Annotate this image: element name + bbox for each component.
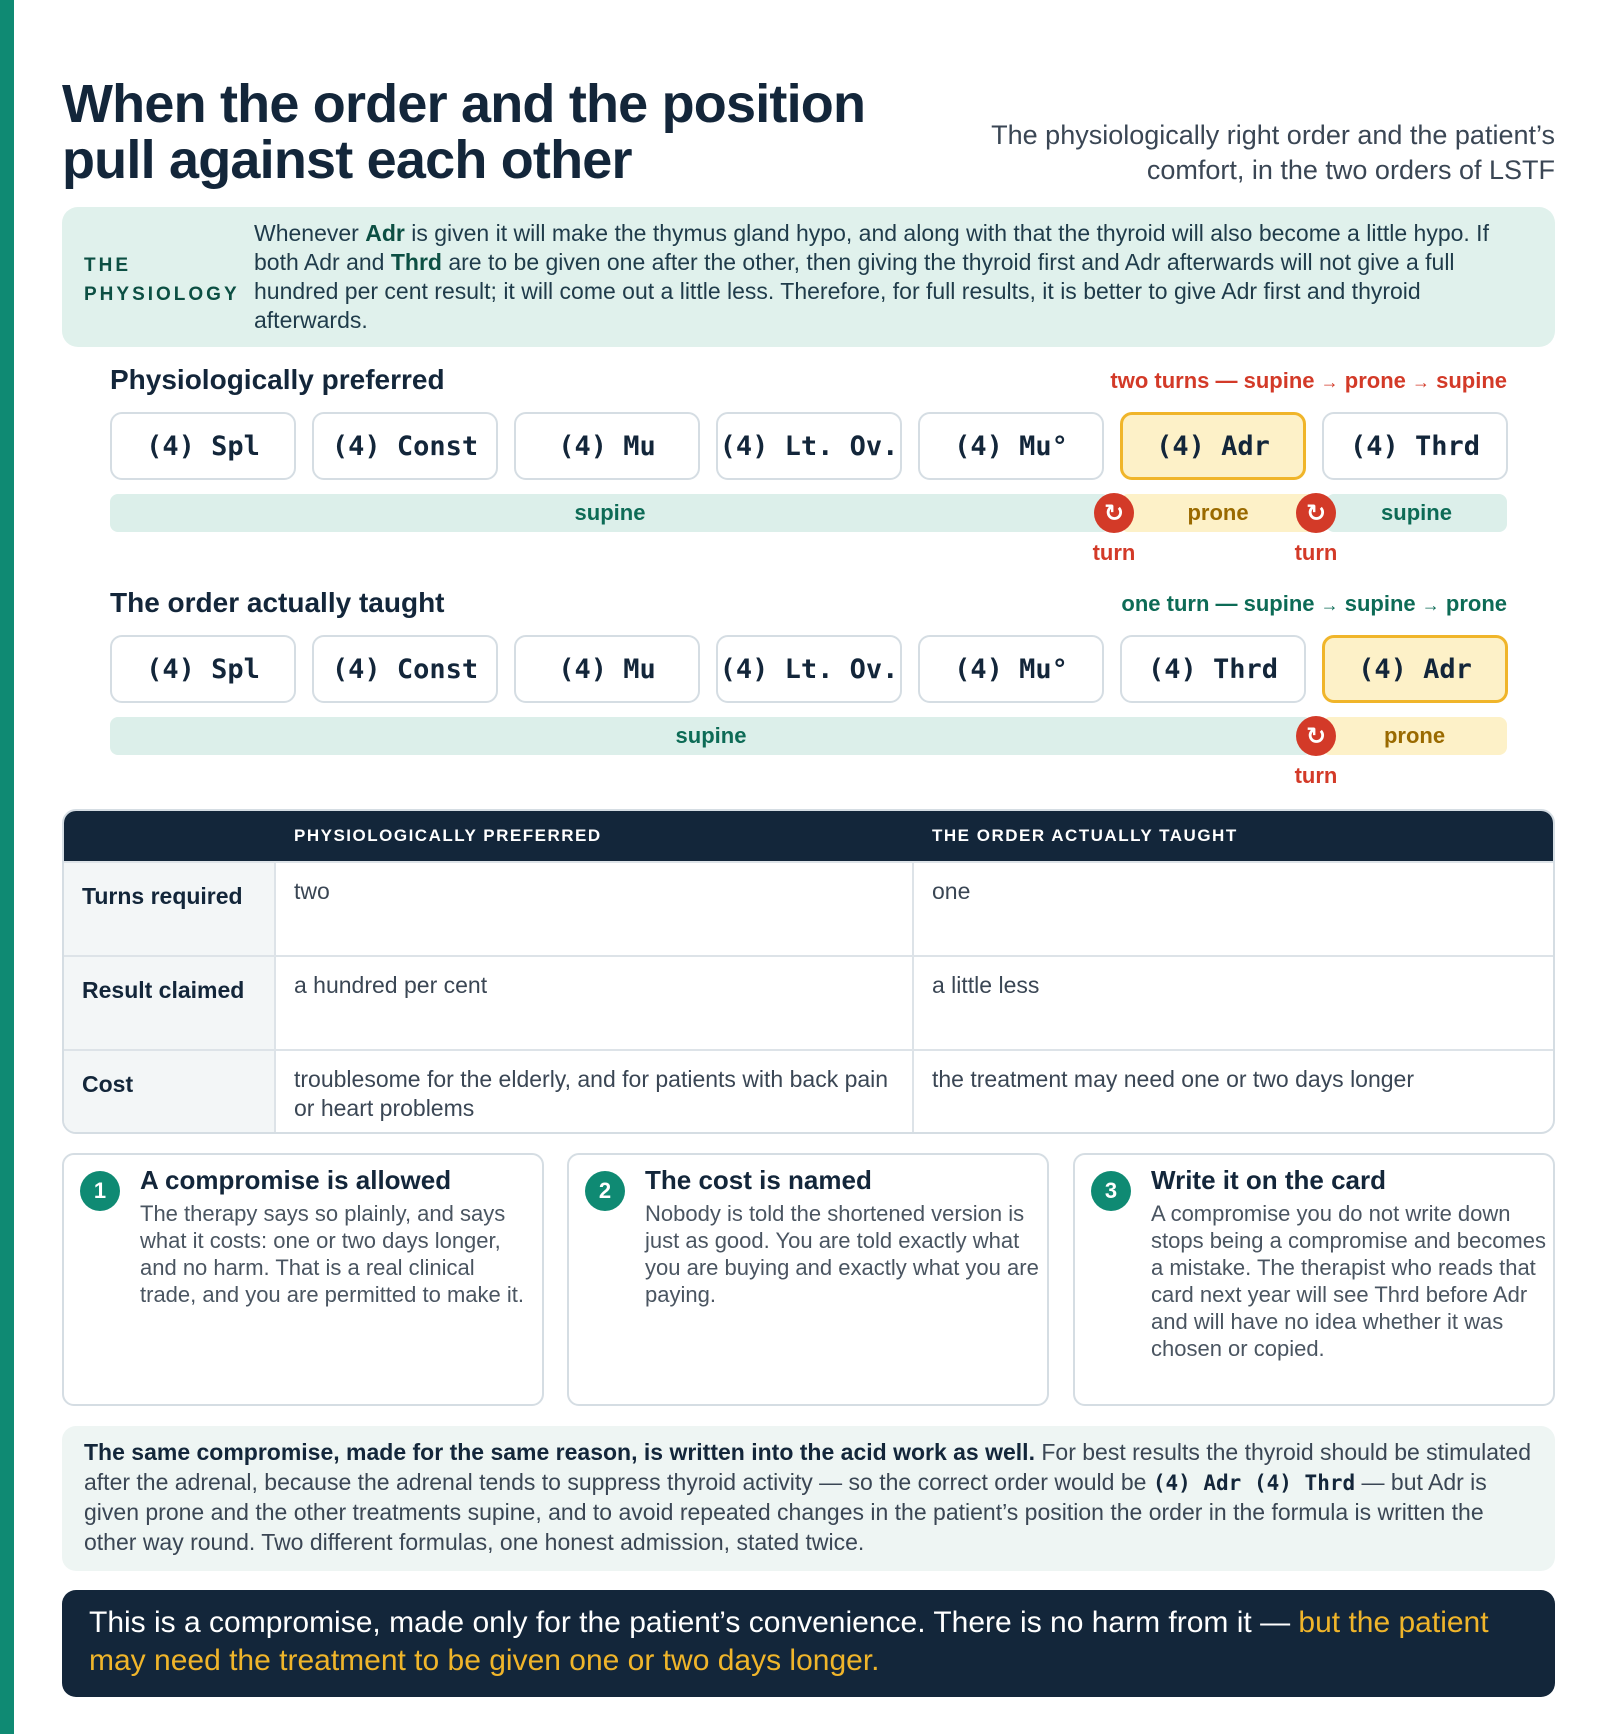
preferred-route: [1110, 368, 1507, 394]
route-part: supine: [1429, 368, 1507, 393]
cell-preferred: two: [276, 863, 914, 955]
banner-text: This is a compromise, made only for the patient’s convenience. There is no harm from it —: [89, 1606, 1299, 1639]
arrow-icon: →: [1421, 595, 1440, 615]
table-header: [64, 811, 1553, 861]
physiology-text-part: is given it will make the thymus gland hypo, and along with that the thyroid will also become a little hypo. If both Adr and: [254, 220, 1489, 275]
note-text: — but Adr is given prone and the other treatments supine, and to avoid repeated changes in the patient’s position the order in the formula is written the other way round. Two different formulas, one honest admission, stated twice.: [84, 1468, 1487, 1555]
cell-preferred: a hundred per cent: [276, 957, 914, 1049]
card-body: Nobody is told the shortened version is just as good. You are told exactly what you are buying and exactly what you are paying.: [645, 1201, 1039, 1307]
arrow-icon: →: [1411, 372, 1430, 392]
card-title: Write it on the card: [1151, 1165, 1386, 1195]
route-part: supine: [1338, 591, 1422, 616]
turn-label: turn: [1294, 540, 1338, 565]
taught-sequence: [110, 635, 1507, 703]
page-title: When the order and the position pull against each other: [62, 74, 866, 190]
sequence-pill: (4) Mu°: [918, 635, 1104, 703]
position-band-supine: supine: [1326, 494, 1507, 532]
preferred-sequence: [110, 412, 1507, 480]
accent-bar: [0, 0, 14, 1734]
card-title: A compromise is allowed: [140, 1165, 452, 1195]
position-band-supine: supine: [110, 717, 1312, 755]
banner-highlight: but the patient may need the treatment to be given one or two days longer.: [89, 1606, 1489, 1677]
conclusion-banner: [62, 1590, 1555, 1697]
sequence-pill: (4) Mu°: [918, 412, 1104, 480]
route-part: two turns — supine: [1110, 368, 1321, 393]
physiology-box: [62, 207, 1555, 347]
sequence-pill: (4) Lt. Ov.: [716, 412, 902, 480]
sequence-pill: (4) Const: [312, 412, 498, 480]
note-formula: (4) Adr (4) Thrd: [1152, 1470, 1356, 1495]
physiology-tag-line1: THE: [84, 255, 131, 276]
turn-icon: ↻: [1094, 493, 1134, 533]
physiology-text: [254, 219, 1534, 335]
cell-taught: the treatment may need one or two days longer: [932, 1066, 1415, 1092]
card-number-badge: 3: [1091, 1171, 1131, 1211]
arrow-icon: →: [1320, 372, 1339, 392]
arrow-icon: →: [1320, 595, 1339, 615]
card-number-badge: 1: [80, 1171, 120, 1211]
route-part: prone: [1439, 591, 1507, 616]
row-label: Result claimed: [64, 957, 276, 1049]
card-write-it: [1073, 1153, 1555, 1406]
cell-taught: one: [932, 878, 971, 904]
physiology-adr: Adr: [365, 220, 405, 246]
comparison-table: [62, 809, 1555, 1134]
row-label: Turns required: [64, 863, 276, 955]
turn-label: turn: [1294, 763, 1338, 788]
card-number-badge: 2: [585, 1171, 625, 1211]
sequence-pill: (4) Lt. Ov.: [716, 635, 902, 703]
sequence-pill: (4) Thrd: [1120, 635, 1306, 703]
position-band-prone: prone: [1120, 494, 1316, 532]
sequence-pill: (4) Const: [312, 635, 498, 703]
route-part: one turn — supine: [1121, 591, 1321, 616]
turn-icon: ↻: [1296, 493, 1336, 533]
physiology-text-part: Whenever: [254, 220, 366, 246]
note-text: For best results the thyroid should be stimulated after the adrenal, because the adrenal tends to suppress thyroid activity — so the correct order would be: [84, 1439, 1531, 1495]
route-part: prone: [1338, 368, 1412, 393]
table-row: [64, 955, 1553, 1049]
card-body: A compromise you do not write down stops being a compromise and becomes a mistake. The therapist who reads that card next year will see Thrd before Adr and will have no idea whether it was chosen or copied.: [1151, 1201, 1546, 1361]
position-band-prone: prone: [1322, 717, 1507, 755]
cell-taught: a little less: [932, 972, 1040, 998]
page-subtitle: The physiologically right order and the patient’s comfort, in the two orders of LSTF: [991, 120, 1555, 185]
table-row: [64, 1049, 1553, 1134]
physiology-text-part: are to be given one after the other, then giving the thyroid first and Adr afterwards will not give a full hundred per cent result; it will come out a little less. Therefore, for full results, it is better to give Adr first and thyroid afterwards.: [254, 249, 1455, 333]
physiology-thrd: Thrd: [390, 249, 442, 275]
sequence-pill-highlight: (4) Adr: [1322, 635, 1508, 703]
card-title: The cost is named: [645, 1165, 872, 1195]
row-label: Cost: [64, 1051, 276, 1134]
sequence-pill-highlight: (4) Adr: [1120, 412, 1306, 480]
physiology-tag-line2: PHYSIOLOGY: [84, 284, 240, 305]
acid-work-note: [62, 1426, 1555, 1571]
table-row: [64, 861, 1553, 955]
header: [62, 70, 1555, 198]
note-lead: The same compromise, made for the same reason, is written into the acid work as well.: [84, 1439, 1035, 1465]
turn-label: turn: [1092, 540, 1136, 565]
sequence-pill: (4) Spl: [110, 635, 296, 703]
card-body: The therapy says so plainly, and says what it costs: one or two days longer, and no harm. That is a real clinical trade, and you are permitted to make it.: [140, 1201, 524, 1307]
table-header-preferred: PHYSIOLOGICALLY PREFERRED: [294, 826, 602, 845]
taught-route: [1121, 591, 1507, 617]
card-cost-named: [567, 1153, 1049, 1406]
sequence-pill: (4) Spl: [110, 412, 296, 480]
turn-icon: ↻: [1296, 716, 1336, 756]
position-band-supine: supine: [110, 494, 1110, 532]
sequence-pill: (4) Thrd: [1322, 412, 1508, 480]
physiology-tag: [84, 251, 244, 309]
cell-preferred: troublesome for the elderly, and for patients with back pain or heart problems: [276, 1051, 914, 1134]
card-compromise-allowed: [62, 1153, 544, 1406]
taught-title: The order actually taught: [110, 587, 445, 618]
sequence-pill: (4) Mu: [514, 412, 700, 480]
sequence-pill: (4) Mu: [514, 635, 700, 703]
preferred-title: Physiologically preferred: [110, 364, 445, 395]
table-header-taught: THE ORDER ACTUALLY TAUGHT: [932, 826, 1238, 845]
